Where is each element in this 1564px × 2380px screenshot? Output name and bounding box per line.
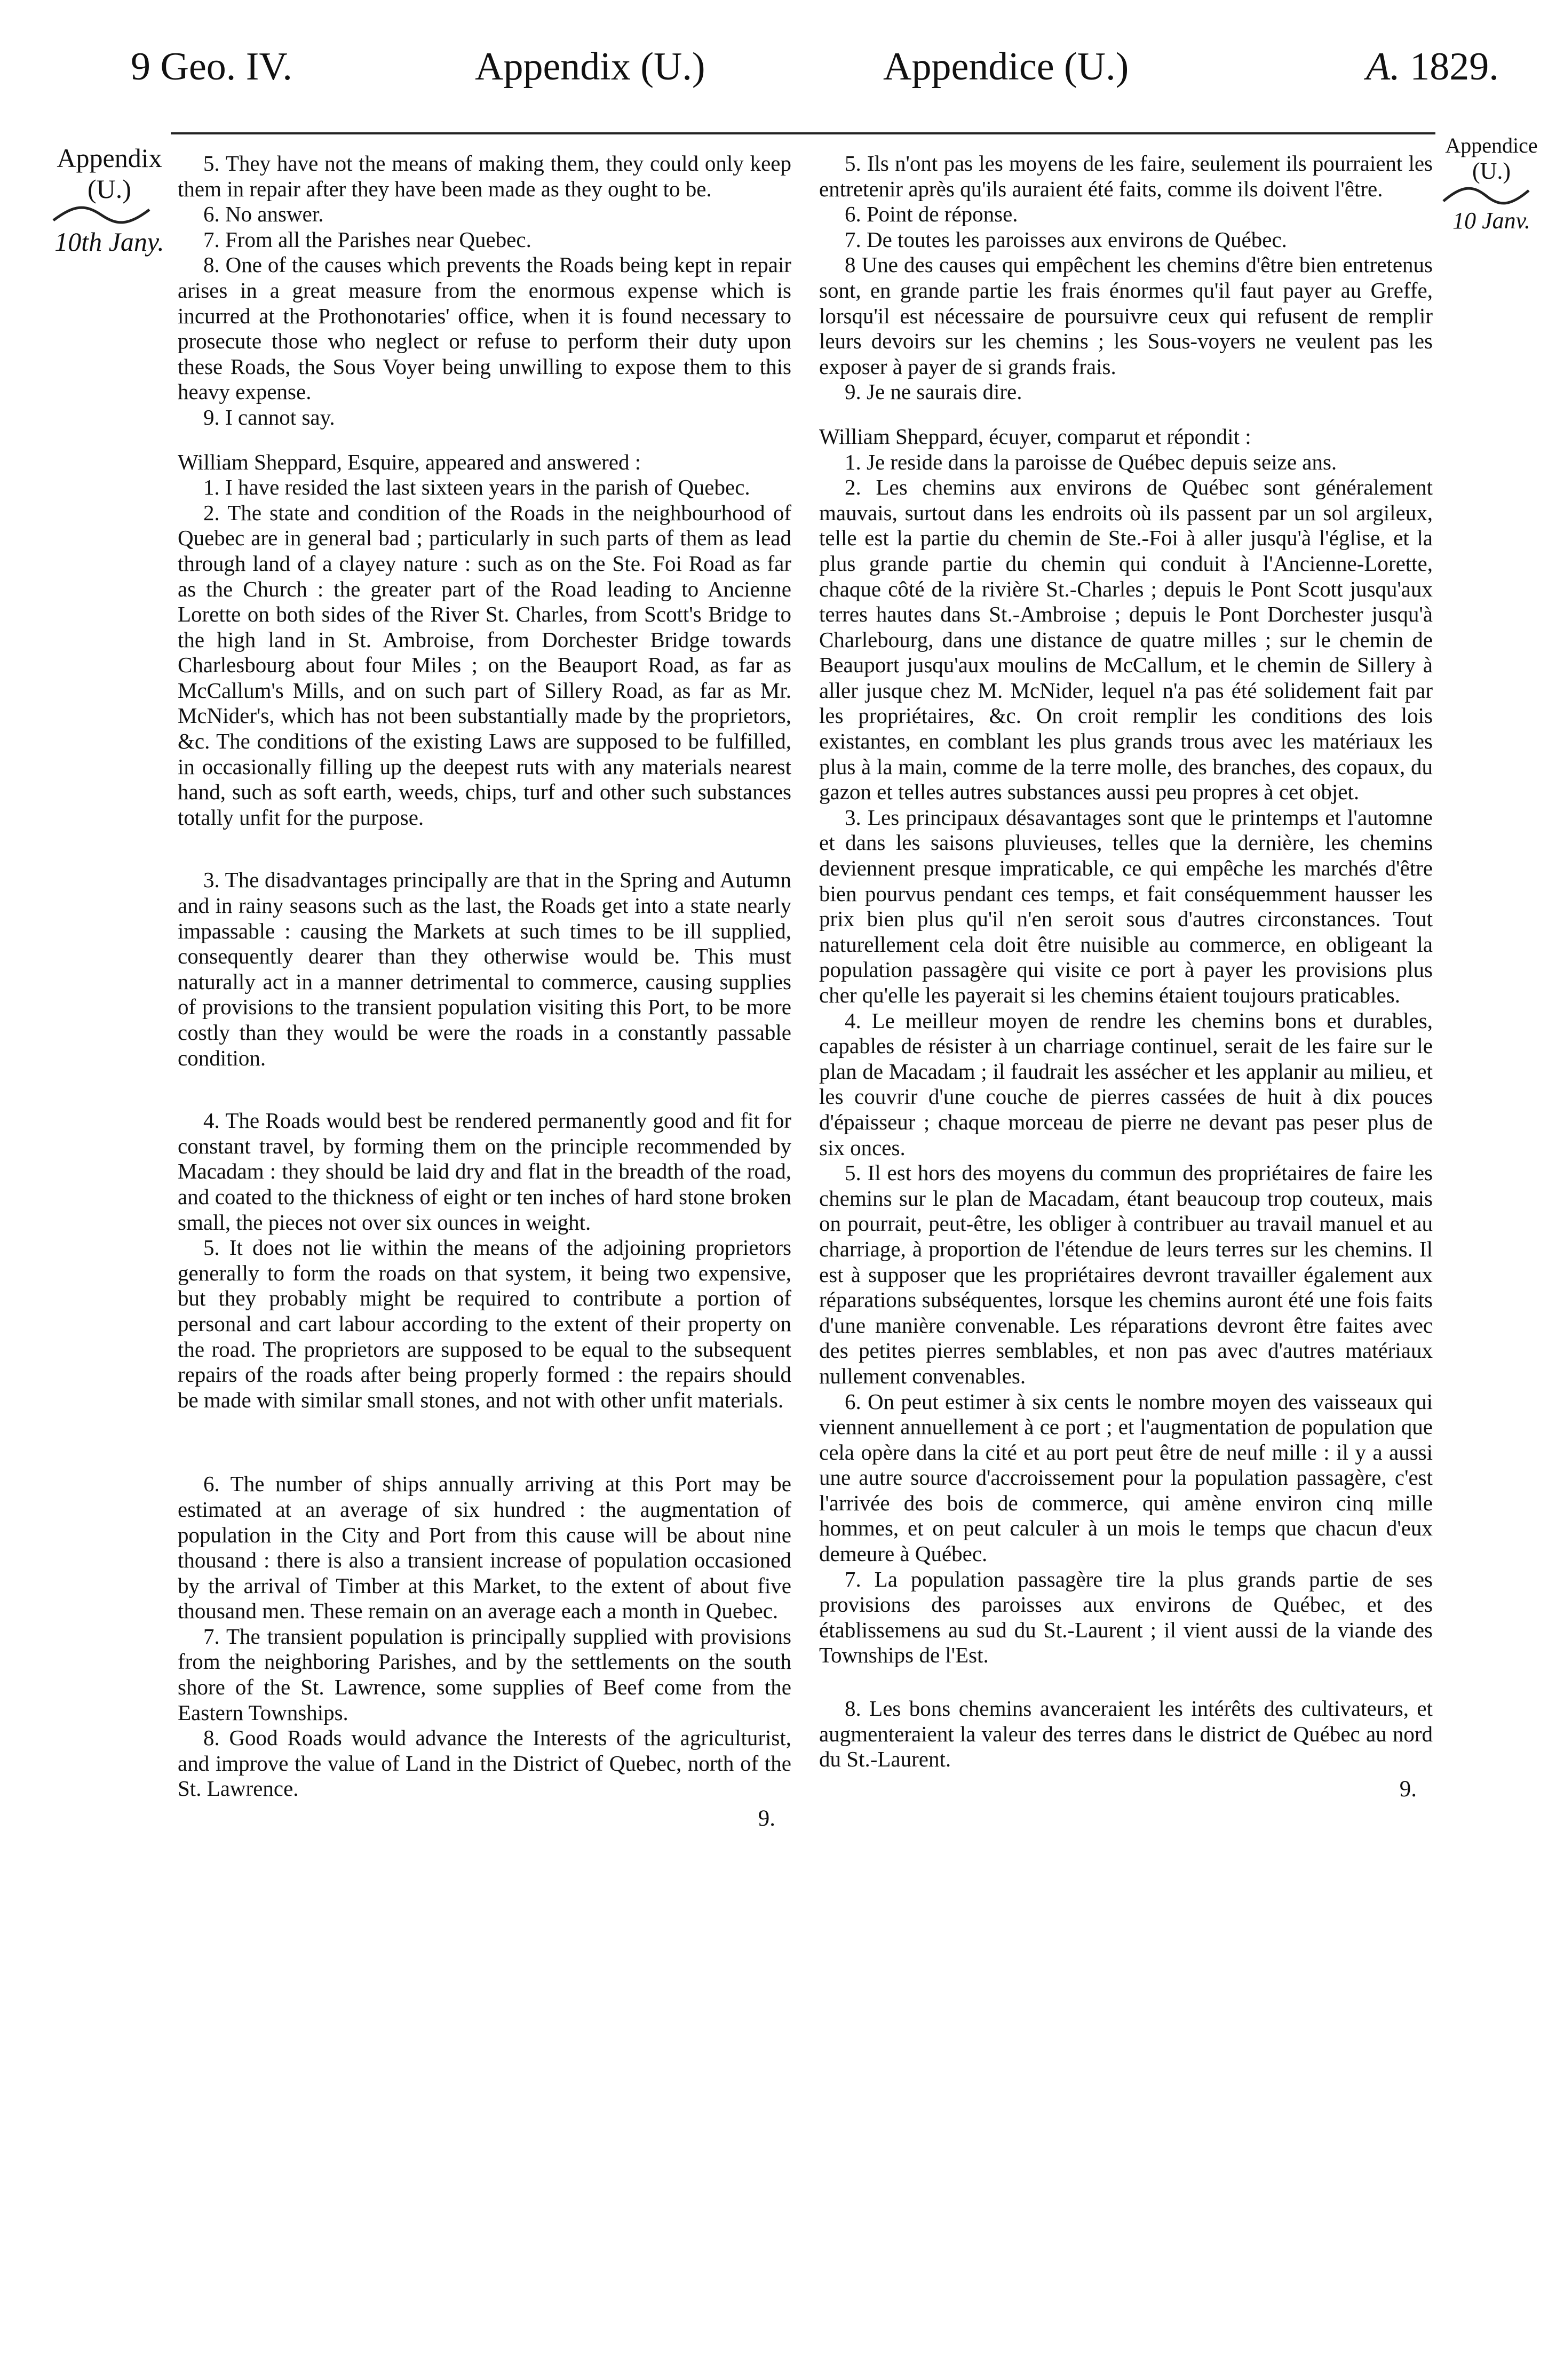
paragraph: 6. The number of ships annually arriving at this Port may be estimated at an average of six hundred : the augmentation of population in the City and Port from this cause will be about nine thousand : there is also a transient increase of population occasioned by the arrival of Timber at this Market, to the extent of about five thousand men. These remain on an average each a month in Quebec. (178, 1471, 791, 1623)
paragraph: 5. Ils n'ont pas les moyens de les faire, seulement ils pourraient les entretenir après qu'ils auraient été faits, comme ils doivent l'être. (819, 151, 1433, 201)
paragraph: 8 Une des causes qui empêchent les chemins d'être bien entretenus sont, en grande partie les frais énormes qu'il faut payer au Greffe, lorsqu'il est nécessaire de poursuivre ceux qui refusent de remplir leurs devoirs sur les chemins ; les Sous-voyers ne veulent pas les exposer à payer de si grands frais. (819, 252, 1433, 379)
paragraph: 3. Les principaux désavantages sont que le printemps et l'automne et dans les saisons pluvieuses, telles que la dernière, les chemins deviennent presque impraticable, ce qui empêche les marchés d'être bien pourvus pendant ces temps, et fait conséquemment hausser les prix bien plus qu'il n'en seroit sous d'autres circonstances. Tout naturellement cela doit être nuisible au commerce, en obligeant la population passagère qui visite ce port à payer les provisions plus cher qu'elle les payerait si les chemins étaient toujours praticables. (819, 805, 1433, 1007)
witness-heading: William Sheppard, Esquire, appeared and answered : (178, 449, 641, 474)
paragraph: 8. Good Roads would advance the Interests of the agriculturist, and improve the value of Land in the District of Quebec, north of the St. Lawrence. (178, 1725, 791, 1801)
paragraph: 2. Les chemins aux environs de Québec sont généralement mauvais, surtout dans les endroits où ils passent par un sol argileux, telle est la partie du chemin de Ste.-Foi à aller jusqu'à l'église, et la plus grande partie du chemin qui conduit à l'Ancienne-Lorette, chaque côté de la rivière St.-Charles ; depuis le Pont Scott jusqu'aux terres hautes dans St.-Ambroise ; depuis le Pont Dorchester jusqu'à Charlebourg, dans une distance de quatre milles ; sur le chemin de Beauport jusqu'aux moulins de McCallum, et le chemin de Sillery à aller jusque chez M. McNider, lequel n'a pas été solidement fait par les propriétaires, &c. On croit remplir les conditions des lois existantes, en comblant les plus grands trous avec les matériaux les plus à la main, comme de la terre molle, des branches, des copaux, du gazon et telles autres substances aussi peu propres à cet objet. (819, 475, 1433, 805)
header-rule (171, 132, 1435, 134)
margin-label: Appendice (1445, 133, 1538, 157)
paragraph: 9. Je ne saurais dire. (845, 379, 1022, 404)
paragraph: 5. Il est hors des moyens du commun des propriétaires de faire les chemins sur le plan de Macadam, étant beaucoup trop couteux, mais on pourrait, peut-être, les obliger à contribuer au travail manuel et au charriage, à proportion de l'étendue de leurs terres sur les chemins. Il est à supposer que les propriétaires devront travailler également aux réparations subséquentes, lorsque les chemins auront été une fois faits d'une manière convenable. Les réparations devront être faites avec des petites pierres semblables, et non pas avec d'autres matériaux nullement convenables. (819, 1160, 1433, 1388)
paragraph: 6. Point de réponse. (845, 202, 1018, 227)
witness-heading: William Sheppard, écuyer, comparut et répondit : (819, 424, 1251, 449)
paragraph: 4. The Roads would best be rendered permanently good and fit for constant travel, by forming them on the principle recommended by Macadam : they should be laid dry and flat in the breadth of the road, and coated to the thickness of eight or ten inches of hard stone broken small, the pieces not over six ounces in weight. (178, 1108, 791, 1235)
year-prefix: A. (1366, 45, 1400, 89)
tilde-ornament-icon (1438, 185, 1534, 208)
paragraph: 8. One of the causes which prevents the Roads being kept in repair arises in a great measure from the enormous expense which is incurred at the Prothonotaries' office, when it is found necessary to prosecute those who neglect or refuse to perform their duty upon these Roads, the Sous Voyer being unwilling to expose them to this heavy expense. (178, 252, 791, 404)
paragraph: 9. I cannot say. (203, 404, 335, 429)
paragraph: 7. La population passagère tire la plus grands partie de ses provisions des paroisses aux environs de Québec, et des établissemens au sud du St.-Laurent ; il vient aussi de la viande des Townships de l'Est. (819, 1566, 1433, 1668)
year-value: 1829. (1410, 45, 1499, 89)
paragraph: 2. The state and condition of the Roads in the neighbourhood of Quebec are in general bad ; particularly in such parts of them as lead through land of a clayey nature : such as on the Ste. Foi Road as far as the Church : the greater part of the Road leading to Ancienne Lorette on both sides of the River St. Charles, from Scott's Bridge to the high land in St. Ambroise, from Dorchester Bridge towards Charlesbourg about four Miles ; on the Beauport Road, as far as McCallum's Mills, and on such part of Sillery Road, as far as Mr. McNider's, which has not been substantially made by the proprietors, &c. The conditions of the existing Laws are supposed to be fulfilled, in occasionally filling up the deepest ruts with any materials nearest hand, such as soft earth, weeds, chips, turf and other such substances totally unfit for the purpose. (178, 500, 791, 830)
margin-sub: (U.) (1472, 158, 1511, 184)
english-column (178, 151, 791, 1832)
appendix-title-french: Appendice (U.) (883, 45, 1129, 89)
paragraph: 5. They have not the means of making them, they could only keep them in repair after they have been made as they ought to be. (178, 151, 791, 201)
right-margin-note (1438, 133, 1545, 234)
catchword: 9. (758, 1806, 775, 1832)
tilde-ornament-icon (48, 204, 155, 227)
french-column (819, 151, 1433, 1802)
paragraph: 6. On peut estimer à six cents le nombre moyen des vaisseaux qui viennent annuellement à ce port ; et l'augmentation de population que cela opère dans la cité et au port peut être de neuf mille : il y a aussi une autre source d'accroissement pour la population passagère, c'est l'arrivée des bois de commerce, qui amène environ cinq mille hommes, et on peut calculer à un mois le temps que chacun d'eux demeure à Québec. (819, 1389, 1433, 1566)
paragraph: 5. It does not lie within the means of the adjoining proprietors generally to form the roads on that system, it being two expensive, but they probably might be required to contribute a portion of personal and cart labour according to the extent of their property on the road. The proprietors are supposed to be equal to the subsequent repairs of the roads after being properly formed : the repairs should be made with similar small stones, and not with other unfit materials. (178, 1235, 791, 1412)
paragraph: 7. De toutes les paroisses aux environs de Québec. (845, 227, 1287, 252)
margin-label: Appendix (57, 143, 162, 173)
page-year (1366, 45, 1499, 89)
paragraph: 8. Les bons chemins avanceraient les intérêts des cultivateurs, et augmenteraient la valeur des terres dans le district de Québec au nord du St.-Laurent. (819, 1696, 1433, 1772)
regnal-year: 9 Geo. IV. (131, 45, 292, 89)
paragraph: 1. I have resided the last sixteen years in the parish of Quebec. (203, 475, 750, 500)
paragraph: 6. No answer. (203, 202, 324, 227)
margin-date: 10th Jany. (54, 227, 164, 257)
paragraph: 4. Le meilleur moyen de rendre les chemins bons et durables, capables de résister à un charriage continuel, serait de les faire sur le plan de Macadam ; il faudrait les assécher et les applanir au milieu, et les couvrir d'une couche de pierres cassées de huit à dix pouces d'épaisseur ; chaque morceau de pierre ne devant pas peser plus de six onces. (819, 1008, 1433, 1160)
paragraph: 7. The transient population is principally supplied with provisions from the neighboring Parishes, and by the settlements on the south shore of the St. Lawrence, some supplies of Beef come from the Eastern Townships. (178, 1623, 791, 1725)
page-header (0, 0, 1564, 123)
paragraph: 3. The disadvantages principally are that in the Spring and Autumn and in rainy seasons such as the last, the Roads get into a state nearly impassable : causing the Markets at such times to be ill supplied, consequently dearer than they otherwise would be. This must naturally act in a manner detrimental to commerce, causing supplies of provisions to the transient population visiting this Port, to be more costly than they would be were the roads in a constantly passable condition. (178, 867, 791, 1070)
left-margin-note (48, 143, 171, 258)
paragraph: 7. From all the Parishes near Quebec. (203, 227, 531, 252)
appendix-title-english: Appendix (U.) (475, 45, 705, 89)
catchword: 9. (1399, 1776, 1417, 1802)
margin-sub: (U.) (88, 173, 131, 204)
paragraph: 1. Je reside dans la paroisse de Québec depuis seize ans. (845, 449, 1337, 474)
margin-date: 10 Janv. (1452, 207, 1530, 234)
